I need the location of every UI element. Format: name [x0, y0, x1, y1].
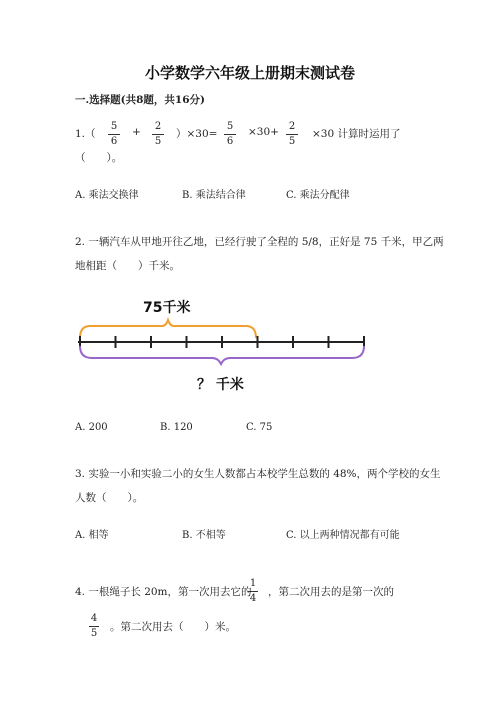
q2-option-a: A. 200 [75, 422, 108, 433]
fraction-numerator: 2 [154, 121, 162, 132]
q4-fraction-2 [89, 614, 99, 639]
bottom-brace-label: ？ 千米 [197, 377, 244, 393]
fraction-denominator: 5 [90, 628, 98, 639]
section-heading: 一.选择题(共8题，共16分) [75, 94, 206, 106]
fraction-numerator: 4 [90, 613, 98, 624]
fraction-numerator: 1 [249, 578, 257, 589]
q3-option-a: A. 相等 [75, 530, 109, 541]
bottom-brace [80, 346, 364, 364]
q2-option-c: C. 75 [246, 422, 273, 433]
q1-times30-plus: ×30+ [248, 126, 279, 138]
q1-plus: + [132, 126, 141, 138]
q3-option-c: C. 以上两种情况都有可能 [286, 530, 400, 541]
q2-line-2: 地相距（ ）千米。 [75, 260, 180, 272]
fraction-denominator: 6 [108, 134, 120, 147]
q3-line-2: 人数（ ）。 [75, 492, 144, 504]
q1-prefix: 1.（ [75, 128, 96, 140]
q1-option-b: B. 乘法结合律 [182, 190, 246, 201]
fraction-denominator: 5 [152, 134, 164, 147]
fraction-denominator: 6 [224, 134, 236, 147]
q1-suffix: ×30 计算时运用了 [312, 128, 401, 140]
fraction-numerator: 5 [110, 121, 118, 132]
q1-answer-blank: （ ）。 [75, 152, 123, 164]
q1-option-c: C. 乘法分配律 [286, 190, 350, 201]
q4-fraction-1 [248, 579, 258, 604]
fraction-numerator: 2 [288, 121, 296, 132]
q4-part-3: 。第二次用去（ ）米。 [110, 621, 236, 633]
fraction-denominator: 4 [249, 593, 257, 604]
fraction-numerator: 5 [226, 121, 234, 132]
q3-option-b: B. 不相等 [182, 530, 226, 541]
fraction-denominator: 5 [286, 134, 298, 147]
q1-option-a: A. 乘法交换律 [75, 190, 139, 201]
q2-line-1: 2. 一辆汽车从甲地开往乙地，已经行驶了全程的 5/8，正好是 75 千米，甲乙两 [75, 236, 444, 248]
q4-part-1: 4. 一根绳子长 20m，第一次用去它的 [75, 586, 252, 598]
top-brace [80, 320, 256, 338]
q1-times30-equals: ）×30= [176, 128, 218, 140]
page-title: 小学数学六年级上册期末测试卷 [144, 64, 355, 82]
q2-option-b: B. 120 [160, 422, 193, 433]
q4-part-2: ，第二次用去的是第一次的 [268, 586, 394, 598]
q3-line-1: 3. 实验一小和实验二小的女生人数都占本校学生总数的 48%，两个学校的女生 [75, 468, 441, 480]
top-brace-label: 75千米 [143, 300, 191, 316]
